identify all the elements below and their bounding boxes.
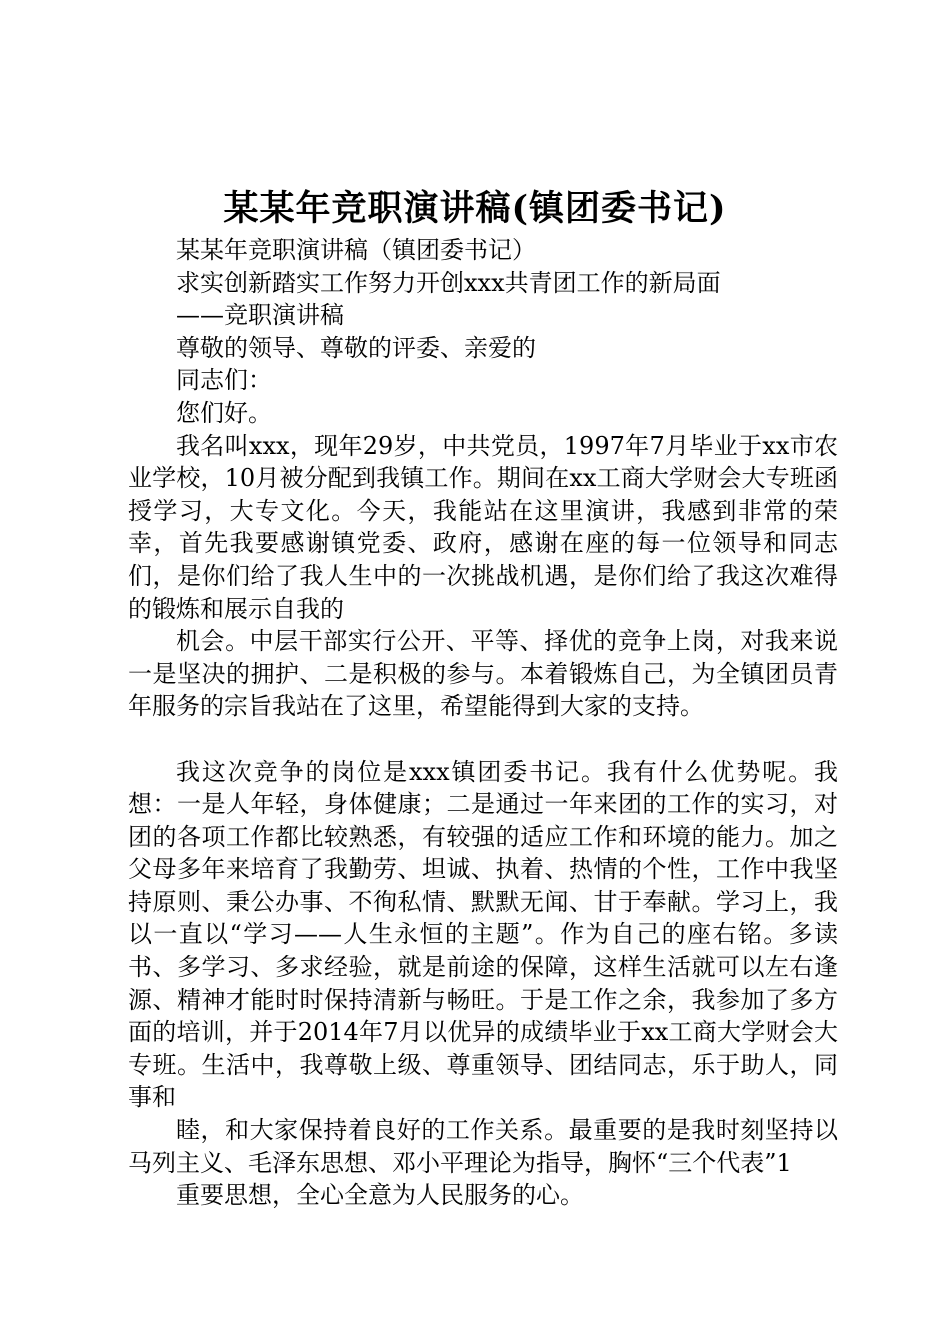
- paragraph-subtitle: 求实创新踏实工作努力开创xxx共青团工作的新局面: [176, 268, 721, 297]
- paragraph-salutation: 尊敬的领导、尊敬的评委、亲爱的: [176, 333, 536, 362]
- document-title: 某某年竞职演讲稿(镇团委书记): [223, 188, 727, 229]
- paragraph-advantages: 我这次竞争的岗位是xxx镇团委书记。我有什么优势呢。我想：一是人年轻，身体健康；二是通过一年来团的工作的实习，对团的各项工作都比较熟悉，有较强的适应工作和环境的能力。加之父母多年来培育了我勤劳、坦诚、执着、热情的个性，工作中我坚持原则、秉公办事、不徇私情、默默无闻、甘于奉献。学习上，我以一直以“学习——人生永恒的主题”。作为自己的座右铭。多读书、多学习、多求经验，就是前途的保障，这样生活就可以左右逢源、精神才能时时保持清新与畅旺。于是工作之余，我参加了多方面的培训，并于2014年7月以优异的成绩毕业于xx工商大学财会大专班。生活中，我尊敬上级、尊重领导、团结同志，乐于助人，同事和: [128, 757, 838, 1112]
- paragraph-salutation-2: 同志们：: [176, 366, 272, 395]
- paragraph-gap: [128, 723, 838, 756]
- paragraph-heading-repeat: 某某年竞职演讲稿（镇团委书记）: [176, 236, 536, 264]
- document-body: [128, 234, 838, 1212]
- paragraph-subtitle-dash: ——竞职演讲稿: [176, 301, 344, 330]
- paragraph-relations: 睦，和大家保持着良好的工作关系。最重要的是我时刻坚持以马列主义、毛泽东思想、邓小平理论为指导，胸怀“三个代表”1: [128, 1116, 838, 1177]
- paragraph-opportunity: 机会。中层干部实行公开、平等、择优的竞争上岗，对我来说一是坚决的拥护、二是积极的参与。本着锻炼自己，为全镇团员青年服务的宗旨我站在了这里，希望能得到大家的支持。: [128, 627, 838, 721]
- paragraph-greeting: 您们好。: [176, 398, 272, 427]
- paragraph-introduction: 我名叫xxx，现年29岁，中共党员，1997年7月毕业于xx市农业学校，10月被分配到我镇工作。期间在xx工商大学财会大专班函授学习，大专文化。今天，我能站在这里演讲，我感到非常的荣幸，首先我要感谢镇党委、政府，感谢在座的每一位领导和同志们，是你们给了我人生中的一次挑战机遇，是你们给了我这次难得的锻炼和展示自我的: [128, 431, 838, 623]
- paragraph-closing: 重要思想，全心全意为人民服务的心。: [176, 1181, 584, 1210]
